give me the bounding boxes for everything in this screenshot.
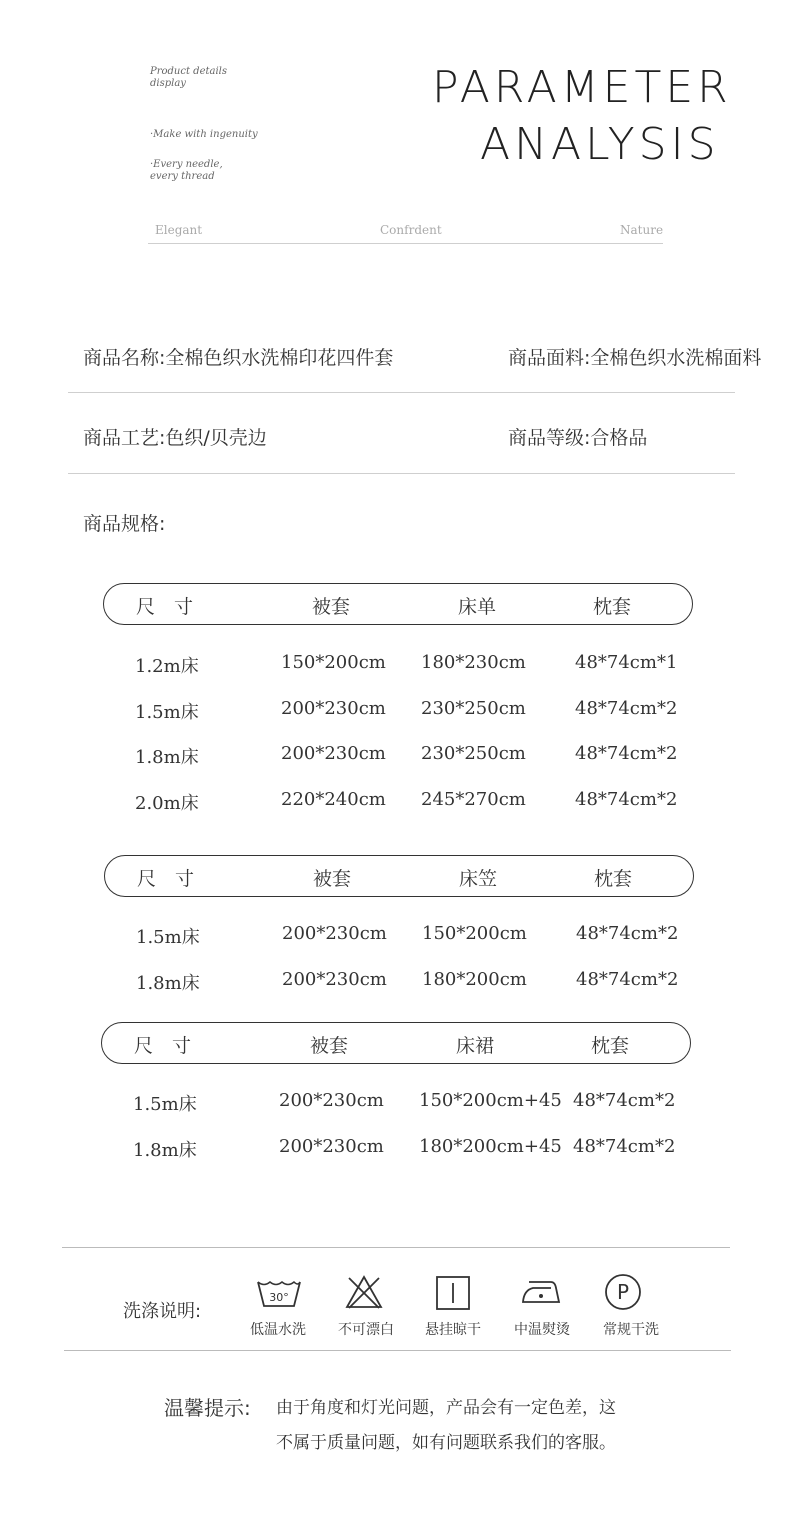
wash-divider-top xyxy=(62,1247,730,1248)
notice-line-1: 由于角度和灯光问题，产品会有一定色差，这 xyxy=(276,1398,616,1418)
table-cell: 1.5m床 xyxy=(135,702,199,723)
header-divider xyxy=(148,243,663,244)
wash-temp: 30° xyxy=(269,1291,289,1304)
table-cell: 48*74cm*2 xyxy=(573,1090,676,1111)
table-cell: 150*200cm xyxy=(422,923,527,944)
table-cell: 1.5m床 xyxy=(136,927,200,948)
table-cell: 230*250cm xyxy=(421,698,526,719)
hang-dry-icon xyxy=(435,1275,471,1311)
wash-title: 洗涤说明: xyxy=(123,1301,202,1322)
wash-label-hang-dry: 悬挂晾干 xyxy=(425,1322,481,1338)
table-cell: 200*230cm xyxy=(282,969,387,990)
table3-header-size: 尺 寸 xyxy=(134,1035,192,1057)
table3-header-duvet: 被套 xyxy=(310,1035,349,1057)
table1-header-size: 尺 寸 xyxy=(136,596,194,618)
table-cell: 230*250cm xyxy=(421,743,526,764)
dry-clean-letter: P xyxy=(616,1280,630,1304)
table-cell: 245*270cm xyxy=(421,789,526,810)
dry-clean-p-icon xyxy=(604,1273,642,1311)
tag-elegant: Elegant xyxy=(155,223,203,237)
table-cell: 48*74cm*2 xyxy=(576,969,679,990)
table2-header-size: 尺 寸 xyxy=(137,868,195,890)
notice-title: 温馨提示: xyxy=(164,1396,251,1420)
table1-header-duvet: 被套 xyxy=(312,596,351,618)
table2-header-pill xyxy=(104,855,694,897)
table-cell: 48*74cm*2 xyxy=(573,1136,676,1157)
table1-header-pill xyxy=(103,583,693,625)
table1-header-pillow: 枕套 xyxy=(593,596,632,618)
iron-medium-icon xyxy=(521,1278,561,1306)
notice-line-2: 不属于质量问题，如有问题联系我们的客服。 xyxy=(276,1433,616,1453)
table3-header-skirt: 床裙 xyxy=(456,1035,495,1057)
table3-header-pill xyxy=(101,1022,691,1064)
table-cell: 180*200cm+45 xyxy=(419,1136,562,1157)
table-cell: 200*230cm xyxy=(282,923,387,944)
table-cell: 220*240cm xyxy=(281,789,386,810)
make-ingenuity-text: ·Make with ingenuity xyxy=(150,129,258,140)
title-parameter: PARAMETER xyxy=(432,62,732,113)
wash-label-dry-clean: 常规干洗 xyxy=(603,1322,659,1338)
table-cell: 1.8m床 xyxy=(133,1140,197,1161)
product-fabric: 商品面料:全棉色织水洗棉面料 xyxy=(508,347,762,369)
product-spec-label: 商品规格: xyxy=(83,513,166,535)
every-needle-text: ·Every needle, every thread xyxy=(150,159,223,182)
tag-nature: Nature xyxy=(620,223,664,237)
tag-confrdent: Confrdent xyxy=(380,223,442,237)
title-analysis: ANALYSIS xyxy=(480,119,720,170)
table-cell: 48*74cm*2 xyxy=(576,923,679,944)
table-cell: 200*230cm xyxy=(279,1090,384,1111)
table-cell: 48*74cm*2 xyxy=(575,698,678,719)
table-cell: 48*74cm*1 xyxy=(575,652,678,673)
table1-header-sheet: 床单 xyxy=(458,596,497,618)
table-cell: 1.5m床 xyxy=(133,1094,197,1115)
wash-label-no-bleach: 不可漂白 xyxy=(338,1322,394,1338)
product-craft: 商品工艺:色织/贝壳边 xyxy=(83,427,267,449)
no-bleach-icon xyxy=(345,1274,383,1310)
table2-header-pillow: 枕套 xyxy=(594,868,633,890)
table-cell: 1.8m床 xyxy=(135,747,199,768)
product-grade: 商品等级:合格品 xyxy=(508,427,648,449)
table-cell: 2.0m床 xyxy=(135,793,199,814)
table2-header-fitted: 床笠 xyxy=(459,868,498,890)
table-cell: 150*200cm xyxy=(281,652,386,673)
table-cell: 1.2m床 xyxy=(135,656,199,677)
table-cell: 180*200cm xyxy=(422,969,527,990)
table-cell: 48*74cm*2 xyxy=(575,743,678,764)
product-name: 商品名称:全棉色织水洗棉印花四件套 xyxy=(83,347,394,369)
table-cell: 200*230cm xyxy=(279,1136,384,1157)
info-divider-1 xyxy=(68,392,735,393)
info-divider-2 xyxy=(68,473,735,474)
wash-30-icon xyxy=(256,1276,302,1310)
table-cell: 200*230cm xyxy=(281,698,386,719)
table-cell: 150*200cm+45 xyxy=(419,1090,562,1111)
table-cell: 200*230cm xyxy=(281,743,386,764)
wash-label-iron: 中温熨烫 xyxy=(514,1322,570,1338)
wash-divider-bottom xyxy=(64,1350,731,1351)
table2-header-duvet: 被套 xyxy=(313,868,352,890)
table3-header-pillow: 枕套 xyxy=(591,1035,630,1057)
wash-label-low-temp: 低温水洗 xyxy=(250,1322,306,1338)
table-cell: 48*74cm*2 xyxy=(575,789,678,810)
product-details-text: Product details display xyxy=(150,66,227,89)
table-cell: 180*230cm xyxy=(421,652,526,673)
table-cell: 1.8m床 xyxy=(136,973,200,994)
